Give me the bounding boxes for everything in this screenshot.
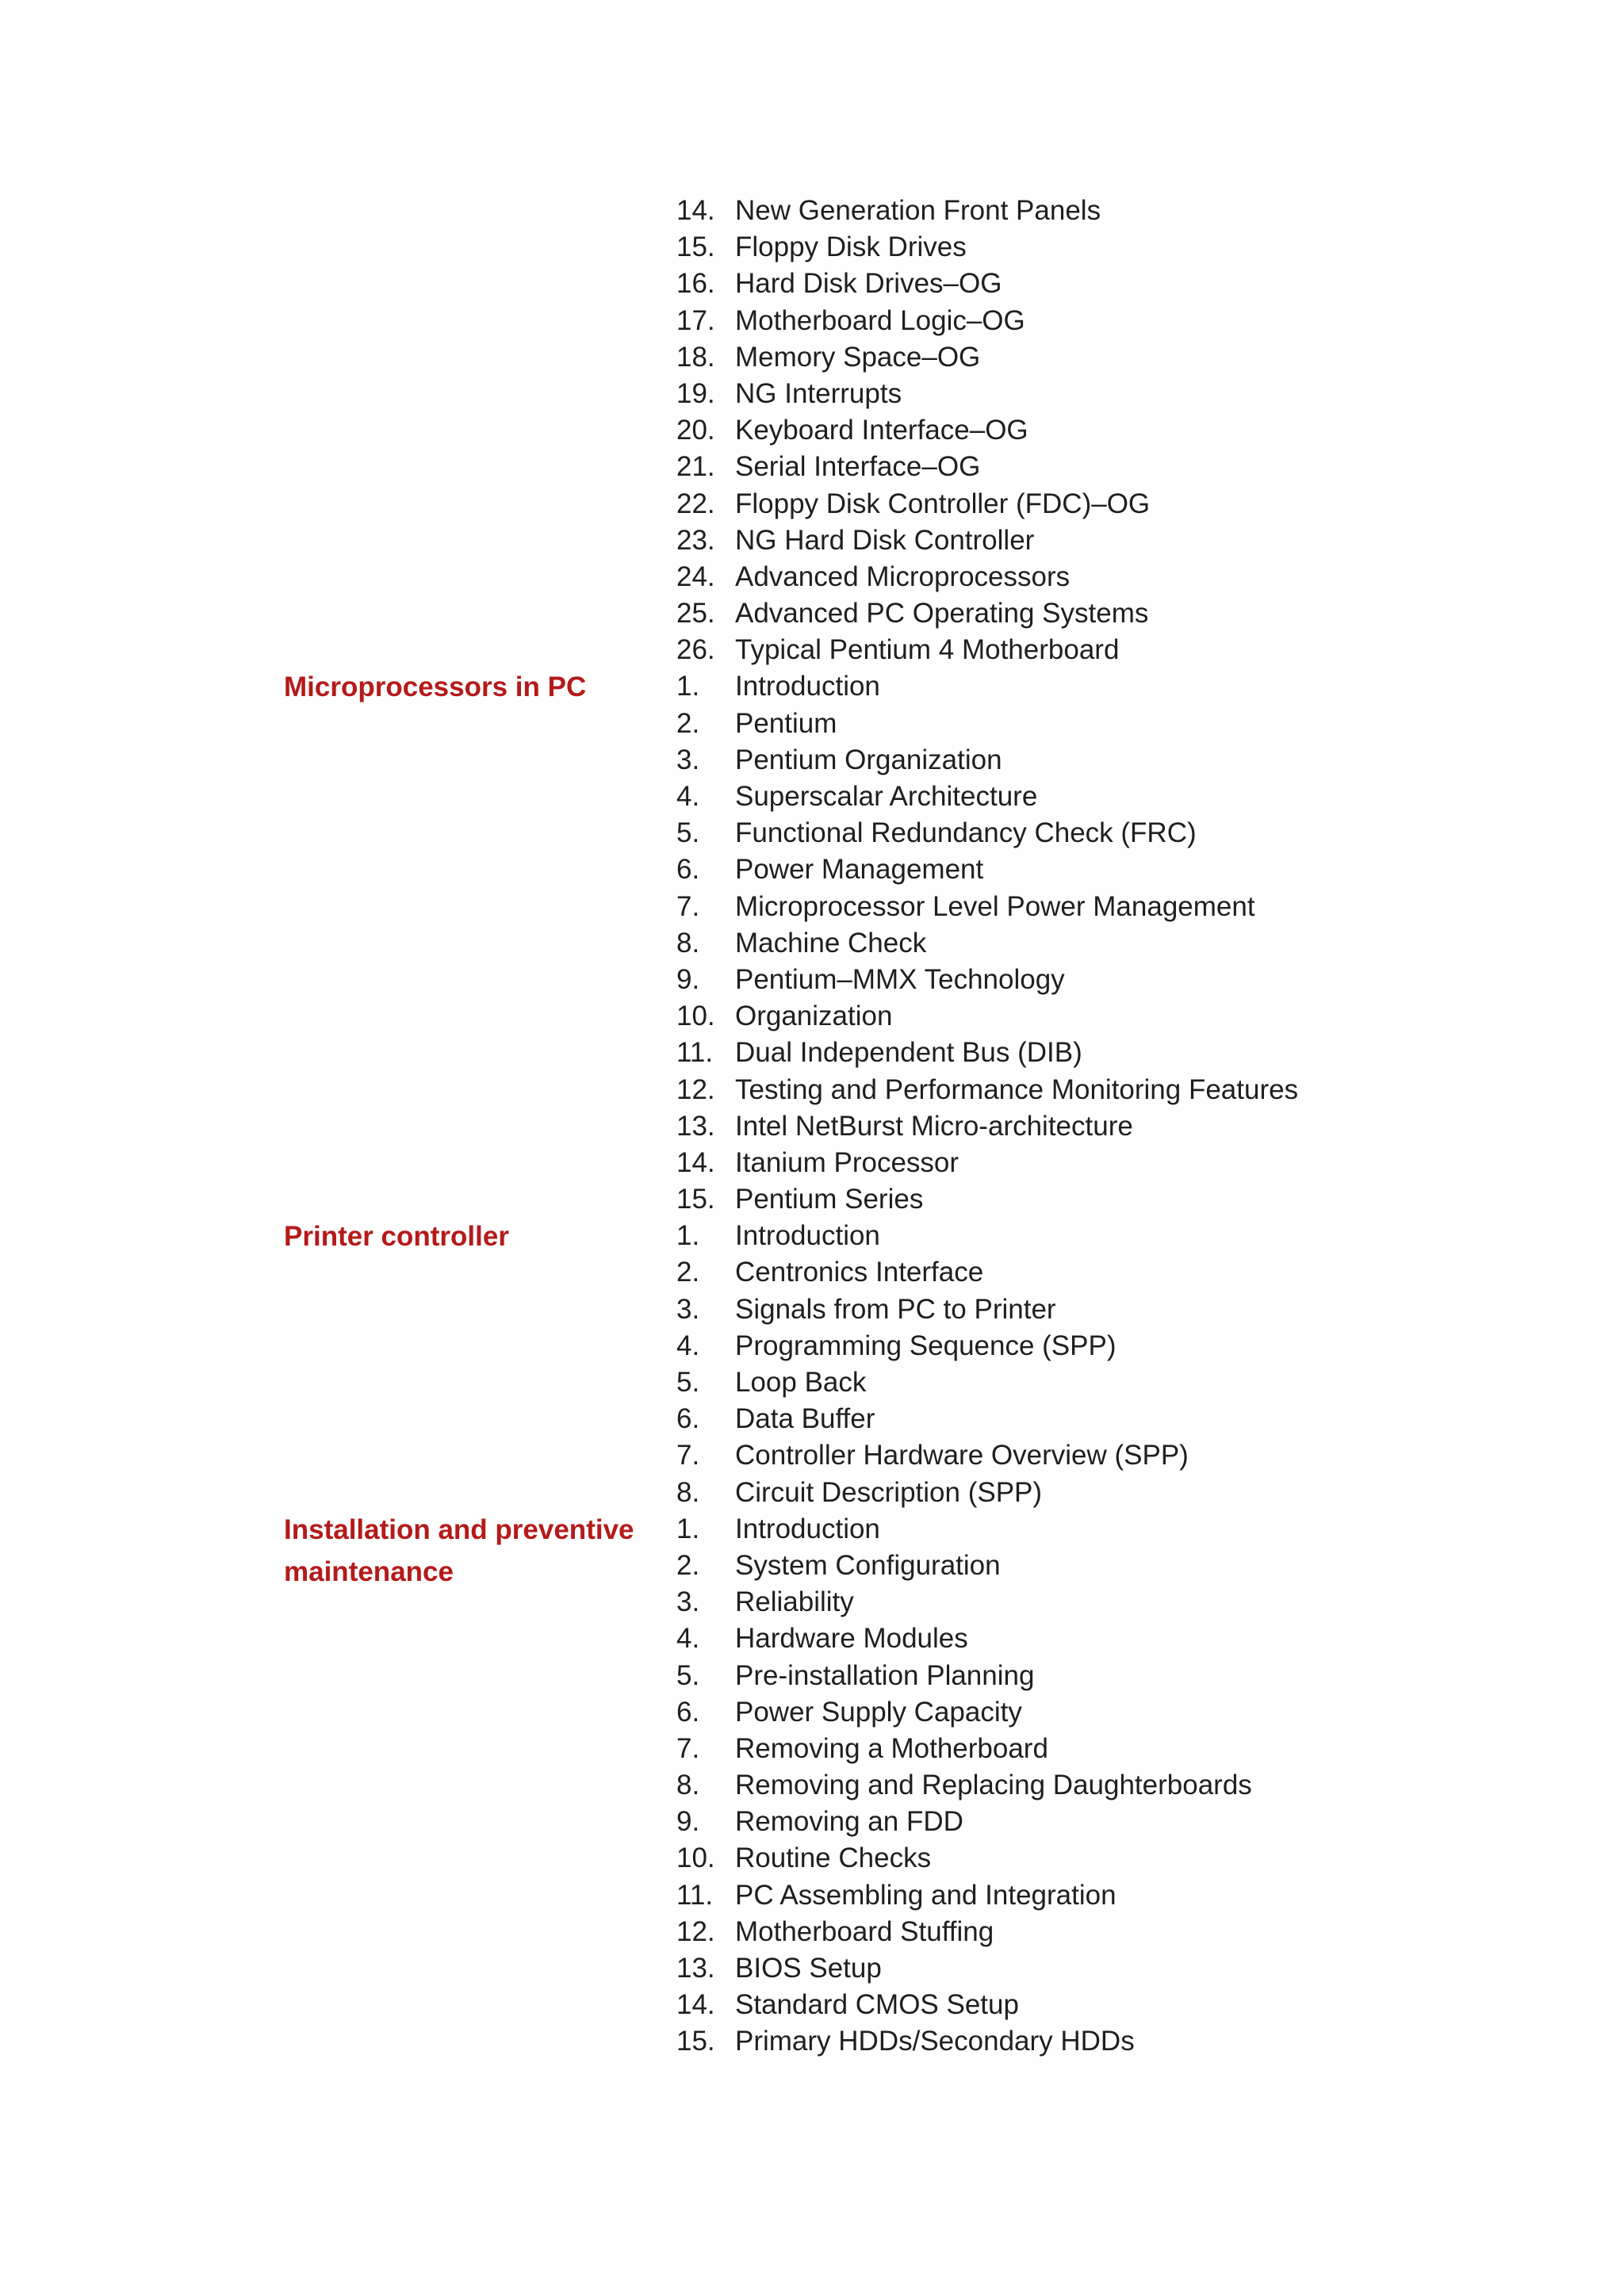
toc-item-number: 17. <box>676 304 715 336</box>
toc-item <box>0 339 1624 376</box>
toc-item-number: 11. <box>676 1879 714 1911</box>
toc-item-label: Pentium–MMX Technology <box>735 963 1065 995</box>
toc-item <box>0 1035 1624 1071</box>
toc-item-label: Power Supply Capacity <box>735 1696 1022 1728</box>
toc-item <box>0 1437 1624 1474</box>
toc-item-number: 22. <box>676 488 715 519</box>
toc-section <box>0 668 1624 1218</box>
toc-item <box>0 2023 1624 2060</box>
toc-item-label: Functional Redundancy Check (FRC) <box>735 817 1197 849</box>
toc-item <box>0 1401 1624 1437</box>
toc-item-number: 7. <box>676 1440 700 1471</box>
toc-item-number: 3. <box>676 1586 700 1618</box>
toc-item-label: Routine Checks <box>735 1843 932 1874</box>
toc-item-label: Microprocessor Level Power Management <box>735 890 1255 922</box>
toc-item <box>0 851 1624 888</box>
toc-item <box>0 522 1624 559</box>
toc-item <box>0 815 1624 851</box>
toc-item-number: 4. <box>676 1330 700 1361</box>
toc-item <box>0 1914 1624 1950</box>
toc-item-number: 2. <box>676 1257 700 1288</box>
toc-item-label: Machine Check <box>735 927 927 959</box>
toc-item <box>0 559 1624 595</box>
toc-item-number: 19. <box>676 377 715 409</box>
toc-item-label: Pentium Series <box>735 1184 924 1215</box>
toc-item <box>0 1364 1624 1401</box>
toc-item-label: Hardware Modules <box>735 1623 968 1655</box>
toc-item-number: 6. <box>676 1403 700 1435</box>
toc-item-label: Circuit Description (SPP) <box>735 1476 1043 1508</box>
toc-item <box>0 1328 1624 1364</box>
toc-item <box>0 1767 1624 1804</box>
toc-section <box>0 1511 1624 2061</box>
toc-item <box>0 1731 1624 1767</box>
toc-item-number: 16. <box>676 268 715 300</box>
toc-item-number: 26. <box>676 634 715 666</box>
toc-item-label: PC Assembling and Integration <box>735 1879 1116 1911</box>
toc-item <box>0 1511 1624 1548</box>
toc-item <box>0 412 1624 449</box>
toc-item-list <box>0 1218 1624 1511</box>
toc-item-number: 8. <box>676 927 700 959</box>
toc-item-number: 15. <box>676 1184 715 1215</box>
toc-item-label: Removing and Replacing Daughterboards <box>735 1770 1252 1801</box>
toc-item <box>0 266 1624 302</box>
toc-item <box>0 668 1624 705</box>
toc-item-label: Standard CMOS Setup <box>735 1989 1019 2021</box>
toc-item-label: Motherboard Stuffing <box>735 1915 994 1947</box>
toc-item-number: 2. <box>676 1549 700 1581</box>
toc-item-label: Introduction <box>735 1220 880 1252</box>
toc-item-label: Keyboard Interface–OG <box>735 415 1028 446</box>
toc-item-number: 18. <box>676 341 715 373</box>
toc-item-label: Primary HDDs/Secondary HDDs <box>735 2026 1135 2057</box>
toc-item-label: Loop Back <box>735 1367 867 1398</box>
toc-item <box>0 1475 1624 1511</box>
toc-item-label: Floppy Disk Controller (FDC)–OG <box>735 488 1151 519</box>
toc-item-label: Introduction <box>735 1513 880 1544</box>
toc-item-label: Itanium Processor <box>735 1146 959 1178</box>
toc-item-number: 20. <box>676 415 715 446</box>
toc-item-number: 13. <box>676 1953 715 1984</box>
toc-item <box>0 1292 1624 1328</box>
toc-item-number: 1. <box>676 1220 700 1252</box>
toc-item <box>0 1877 1624 1914</box>
toc-item-number: 14. <box>676 1989 715 2021</box>
toc-item-label: Removing a Motherboard <box>735 1732 1048 1764</box>
toc-item-number: 15. <box>676 232 715 263</box>
toc-item <box>0 706 1624 742</box>
toc-item <box>0 1584 1624 1621</box>
toc-item-number: 10. <box>676 1843 715 1874</box>
toc-item <box>0 742 1624 779</box>
toc-item-number: 3. <box>676 744 700 775</box>
toc-item-label: Data Buffer <box>735 1403 875 1435</box>
table-of-contents <box>0 193 1624 2061</box>
toc-item <box>0 1548 1624 1584</box>
toc-section <box>0 1218 1624 1511</box>
toc-item-list <box>0 668 1624 1218</box>
toc-item-number: 9. <box>676 1806 700 1838</box>
toc-item <box>0 925 1624 962</box>
toc-item-label: Pentium <box>735 707 837 739</box>
toc-item <box>0 1072 1624 1108</box>
toc-item-number: 5. <box>676 1367 700 1398</box>
toc-item-number: 12. <box>676 1073 715 1105</box>
toc-item-label: Controller Hardware Overview (SPP) <box>735 1440 1189 1471</box>
toc-item <box>0 962 1624 998</box>
toc-item <box>0 193 1624 229</box>
toc-item-label: Superscalar Architecture <box>735 781 1038 812</box>
toc-item-number: 6. <box>676 1696 700 1728</box>
toc-item-label: Intel NetBurst Micro-architecture <box>735 1110 1133 1142</box>
toc-item-number: 6. <box>676 854 700 886</box>
section-heading: Installation and preventive maintenance <box>284 1513 634 1587</box>
toc-item-number: 12. <box>676 1915 715 1947</box>
toc-item-number: 1. <box>676 671 700 702</box>
toc-item-label: Programming Sequence (SPP) <box>735 1330 1116 1361</box>
toc-item-number: 8. <box>676 1770 700 1801</box>
toc-item <box>0 303 1624 339</box>
toc-item <box>0 1108 1624 1145</box>
toc-item-number: 2. <box>676 707 700 739</box>
toc-item-label: Testing and Performance Monitoring Features <box>735 1073 1299 1105</box>
toc-item-label: Floppy Disk Drives <box>735 232 967 263</box>
toc-item-label: Pentium Organization <box>735 744 1002 775</box>
section-heading: Printer controller <box>284 1221 509 1253</box>
toc-item-number: 15. <box>676 2026 715 2057</box>
toc-item-number: 23. <box>676 524 715 556</box>
toc-item-number: 5. <box>676 817 700 849</box>
toc-item-label: NG Interrupts <box>735 377 902 409</box>
toc-item <box>0 449 1624 485</box>
toc-item-number: 3. <box>676 1293 700 1325</box>
toc-item-number: 11. <box>676 1037 714 1069</box>
toc-item <box>0 1987 1624 2023</box>
toc-item <box>0 1804 1624 1840</box>
toc-item-label: System Configuration <box>735 1549 1001 1581</box>
toc-item <box>0 376 1624 412</box>
toc-item-list <box>0 1511 1624 2061</box>
toc-item <box>0 1840 1624 1877</box>
toc-item <box>0 1218 1624 1254</box>
toc-item-number: 4. <box>676 781 700 812</box>
toc-item <box>0 1145 1624 1181</box>
toc-item-label: Organization <box>735 1001 893 1032</box>
toc-item-number: 25. <box>676 598 715 629</box>
toc-item <box>0 229 1624 266</box>
toc-item-number: 13. <box>676 1110 715 1142</box>
toc-item-list <box>0 193 1624 668</box>
toc-item-number: 1. <box>676 1513 700 1544</box>
toc-item-label: Advanced PC Operating Systems <box>735 598 1149 629</box>
toc-item <box>0 486 1624 522</box>
toc-item-label: Dual Independent Bus (DIB) <box>735 1037 1082 1069</box>
toc-item-number: 24. <box>676 561 715 592</box>
toc-item-label: BIOS Setup <box>735 1953 882 1984</box>
toc-item-label: Hard Disk Drives–OG <box>735 268 1002 300</box>
toc-item-label: Introduction <box>735 671 880 702</box>
toc-item-label: Serial Interface–OG <box>735 451 981 483</box>
toc-item-label: Pre-installation Planning <box>735 1659 1035 1691</box>
section-heading: Microprocessors in PC <box>284 672 587 703</box>
toc-section <box>0 193 1624 668</box>
toc-item-number: 7. <box>676 1732 700 1764</box>
toc-item-label: New Generation Front Panels <box>735 195 1101 226</box>
toc-item <box>0 595 1624 632</box>
toc-item <box>0 1694 1624 1731</box>
toc-item-label: Removing an FDD <box>735 1806 963 1838</box>
toc-item-label: Memory Space–OG <box>735 341 981 373</box>
toc-item-number: 5. <box>676 1659 700 1691</box>
toc-item-number: 7. <box>676 890 700 922</box>
toc-item-number: 14. <box>676 195 715 226</box>
toc-item-label: Centronics Interface <box>735 1257 984 1288</box>
toc-item <box>0 998 1624 1035</box>
toc-item-number: 8. <box>676 1476 700 1508</box>
toc-item <box>0 632 1624 668</box>
toc-item-label: Advanced Microprocessors <box>735 561 1071 592</box>
toc-item-number: 10. <box>676 1001 715 1032</box>
toc-item-label: Signals from PC to Printer <box>735 1293 1056 1325</box>
toc-item-label: Reliability <box>735 1586 854 1618</box>
toc-item-number: 9. <box>676 963 700 995</box>
toc-item <box>0 889 1624 925</box>
toc-item <box>0 1621 1624 1657</box>
toc-item-label: Motherboard Logic–OG <box>735 304 1025 336</box>
toc-item-label: Power Management <box>735 854 984 886</box>
toc-item <box>0 779 1624 815</box>
toc-item-number: 21. <box>676 451 715 483</box>
toc-item <box>0 1181 1624 1218</box>
toc-item-number: 4. <box>676 1623 700 1655</box>
toc-item <box>0 1950 1624 1987</box>
toc-item <box>0 1658 1624 1694</box>
toc-item <box>0 1254 1624 1291</box>
toc-item-label: NG Hard Disk Controller <box>735 524 1035 556</box>
toc-item-number: 14. <box>676 1146 715 1178</box>
toc-item-label: Typical Pentium 4 Motherboard <box>735 634 1120 666</box>
